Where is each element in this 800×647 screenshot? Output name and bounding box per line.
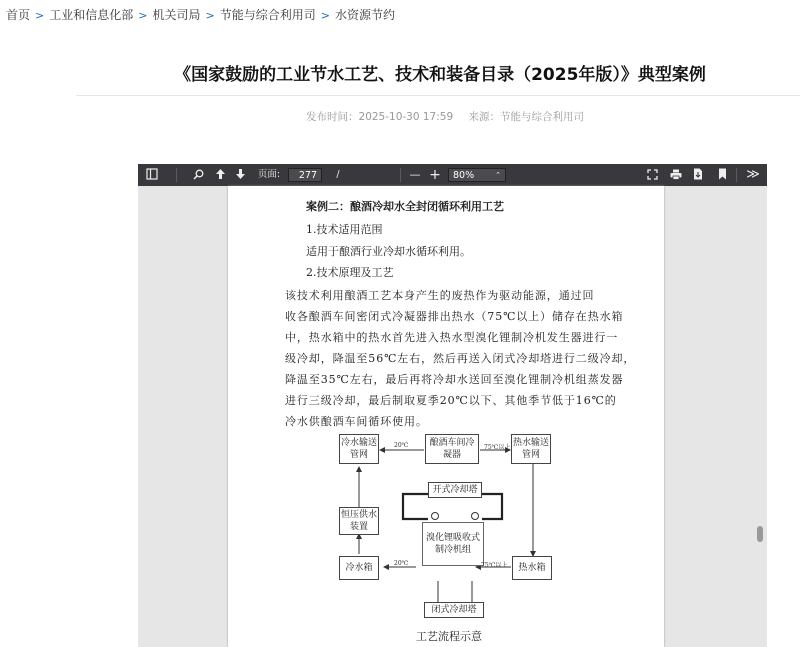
node-condenser: 酿酒车间冷凝器: [425, 434, 479, 464]
paragraph-line: 级冷却，降温至56℃左右，然后再送入闭式冷却塔进行二级冷却，: [285, 352, 636, 365]
node-closed-cooling-tower: 闭式冷却塔: [424, 602, 484, 618]
paragraph-line: 中，热水箱中的热水首先进入热水型溴化锂制冷机发生器进行一: [285, 331, 619, 344]
node-libr-chiller: 溴化锂吸收式制冷机组: [422, 522, 484, 566]
more-tools-button[interactable]: ≫: [746, 167, 760, 182]
breadcrumb-departments[interactable]: 机关司局: [152, 8, 201, 22]
breadcrumb-home[interactable]: 首页: [6, 8, 31, 22]
previous-page-icon[interactable]: [212, 164, 228, 186]
divider: [76, 95, 800, 96]
flow-loop: [482, 494, 502, 519]
section-heading: 1.技术适用范围: [306, 223, 383, 236]
pdf-toolbar: [138, 164, 767, 186]
case-title: 案例二：酿酒冷却水全封闭循环利用工艺: [306, 200, 504, 213]
diagram-caption: 工艺流程示意: [416, 630, 482, 643]
temp-label: 75℃以上: [481, 562, 508, 569]
zoom-value: 80%: [453, 170, 475, 181]
page-label: 页面:: [257, 169, 281, 180]
temp-label: 20℃: [394, 560, 409, 567]
zoom-out-button[interactable]: —: [409, 168, 421, 181]
node-open-cooling-tower: 开式冷却塔: [428, 482, 482, 498]
pdf-viewer[interactable]: [138, 164, 767, 647]
toolbar-separator: [400, 168, 401, 182]
next-page-icon[interactable]: [232, 164, 248, 186]
presentation-mode-icon[interactable]: [644, 164, 660, 186]
article-source: 来源：节能与综合利用司: [468, 111, 584, 123]
scrollbar-thumb[interactable]: [757, 526, 763, 542]
section-heading: 2.技术原理及工艺: [306, 266, 394, 279]
breadcrumb: [6, 6, 395, 23]
bookmark-icon[interactable]: [714, 164, 730, 186]
article-meta: [0, 109, 800, 124]
breadcrumb-separator: >: [35, 9, 45, 22]
flow-loop: [403, 494, 428, 519]
temp-label: 20℃: [394, 442, 409, 449]
pdf-page: [228, 186, 664, 647]
breadcrumb-separator: >: [205, 9, 215, 22]
toolbar-separator: [736, 168, 737, 182]
chevron-down-icon: ⌃: [495, 171, 501, 179]
node-hot-water-pipe: 热水输送管网: [511, 434, 551, 464]
sidebar-toggle-icon[interactable]: [144, 164, 160, 186]
page-number-input[interactable]: 277: [288, 168, 322, 182]
paragraph-line: 降温至35℃左右，最后再将冷却水送回至溴化锂制冷机组蒸发器: [285, 373, 624, 386]
pump-icon: [472, 513, 479, 520]
toolbar-separator: [176, 168, 177, 182]
page-title: 《国家鼓励的工业节水工艺、技术和装备目录（2025年版）》典型案例: [174, 65, 706, 85]
pump-icon: [432, 513, 439, 520]
temp-label: 75℃以上: [484, 444, 511, 451]
zoom-select[interactable]: [448, 168, 506, 182]
paragraph-line: 收各酿酒车间密闭式冷凝器排出热水（75℃以上）储存在热水箱: [285, 310, 624, 323]
node-hot-water-tank: 热水箱: [512, 556, 552, 580]
breadcrumb-ministry[interactable]: 工业和信息化部: [49, 8, 134, 22]
node-cold-water-tank: 冷水箱: [339, 556, 379, 580]
print-icon[interactable]: [668, 164, 684, 186]
node-constant-pressure-supply: 恒压供水装置: [339, 507, 379, 535]
publish-time: 发布时间：2025-10-30 17:59: [306, 111, 454, 123]
search-icon[interactable]: [190, 164, 206, 186]
paragraph-line: 进行三级冷却，最后制取夏季20℃以下、其他季节低于16℃的: [285, 394, 617, 407]
breadcrumb-energy-dept[interactable]: 节能与综合利用司: [219, 8, 316, 22]
paragraph-line: 冷水供酿酒车间循环使用。: [285, 415, 428, 428]
breadcrumb-separator: >: [320, 9, 330, 22]
download-icon[interactable]: [690, 164, 706, 186]
node-cold-water-pipe: 冷水输送管网: [339, 434, 379, 464]
paragraph-line: 该技术利用酿酒工艺本身产生的废热作为驱动能源，通过回: [285, 289, 595, 302]
zoom-in-button[interactable]: +: [429, 167, 441, 183]
process-flow-diagram: [336, 434, 561, 624]
paragraph: 适用于酿酒行业冷却水循环利用。: [306, 245, 471, 258]
page-total: /: [336, 169, 340, 180]
breadcrumb-separator: >: [138, 9, 148, 22]
breadcrumb-water-saving[interactable]: 水资源节约: [334, 8, 395, 22]
